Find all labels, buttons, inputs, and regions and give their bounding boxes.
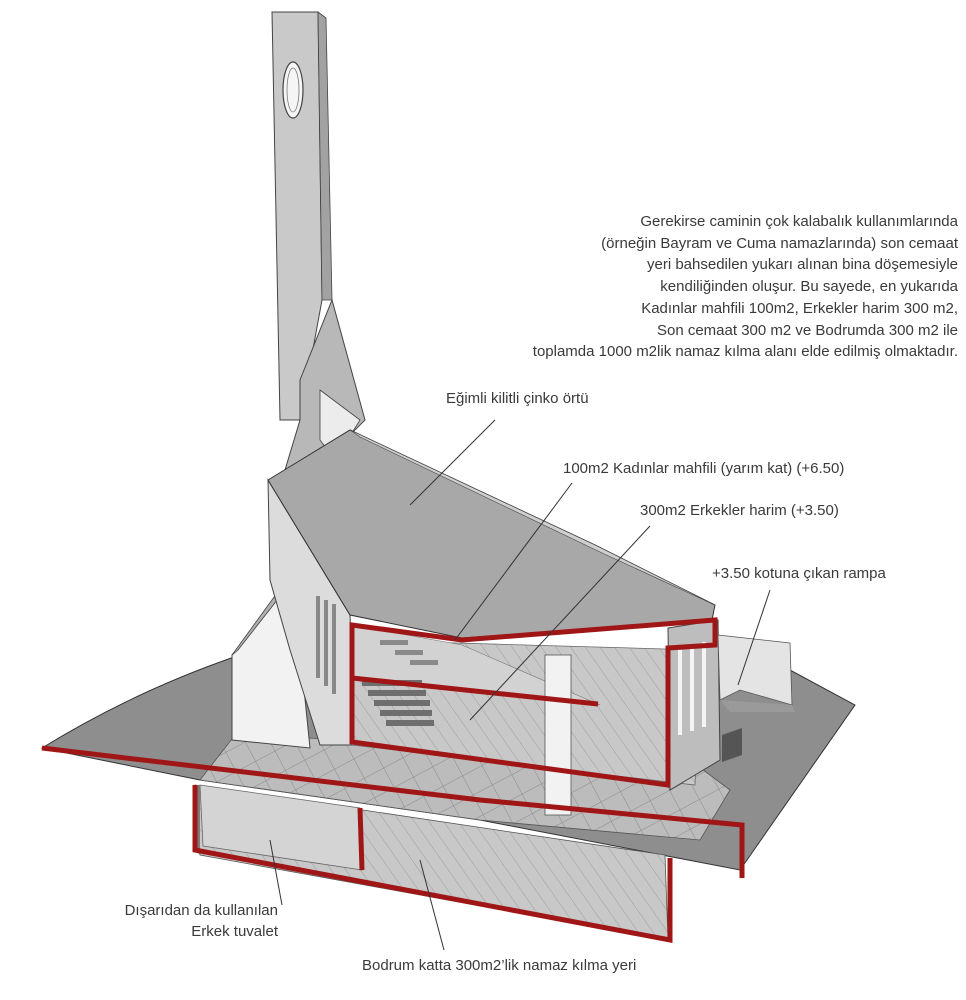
description-line: Kadınlar mahfili 100m2, Erkekler harim 300 m2, (641, 299, 958, 317)
interior-column (545, 655, 571, 815)
description-line: (örneğin Bayram ve Cuma namazlarında) son cemaat (601, 234, 958, 252)
women-gallery-label: 100m2 Kadınlar mahfili (yarım kat) (+6.50) (563, 460, 845, 477)
description-line: yeri bahsedilen yukarı alınan bina döşemesiyle (646, 256, 958, 274)
description-line: Son cemaat 300 m2 ve Bodrumda 300 m2 ile (656, 321, 958, 339)
ramp (718, 635, 792, 705)
toilet-label-line2: Erkek tuvalet (191, 923, 278, 940)
description-line: Gerekirse caminin çok kalabalık kullanımlarında (640, 213, 958, 230)
ramp-label: +3.50 kotuna çıkan rampa (712, 565, 886, 582)
men-hall-label: 300m2 Erkekler harim (+3.50) (640, 502, 839, 519)
description-line: toplamda 1000 m2lik namaz kılma alanı elde edilmiş olmaktadır. (532, 343, 958, 361)
roof-label: Eğimli kilitli çinko örtü (446, 390, 589, 407)
minaret-clock-icon (283, 62, 303, 118)
description-text (533, 211, 958, 363)
description-line: kendiliğinden oluşur. Bu sayede, en yukarıda (660, 278, 958, 296)
basement-label: Bodrum katta 300m2’lik namaz kılma yeri (362, 957, 637, 974)
toilet-label-line1: Dışarıdan da kullanılan (124, 902, 278, 919)
